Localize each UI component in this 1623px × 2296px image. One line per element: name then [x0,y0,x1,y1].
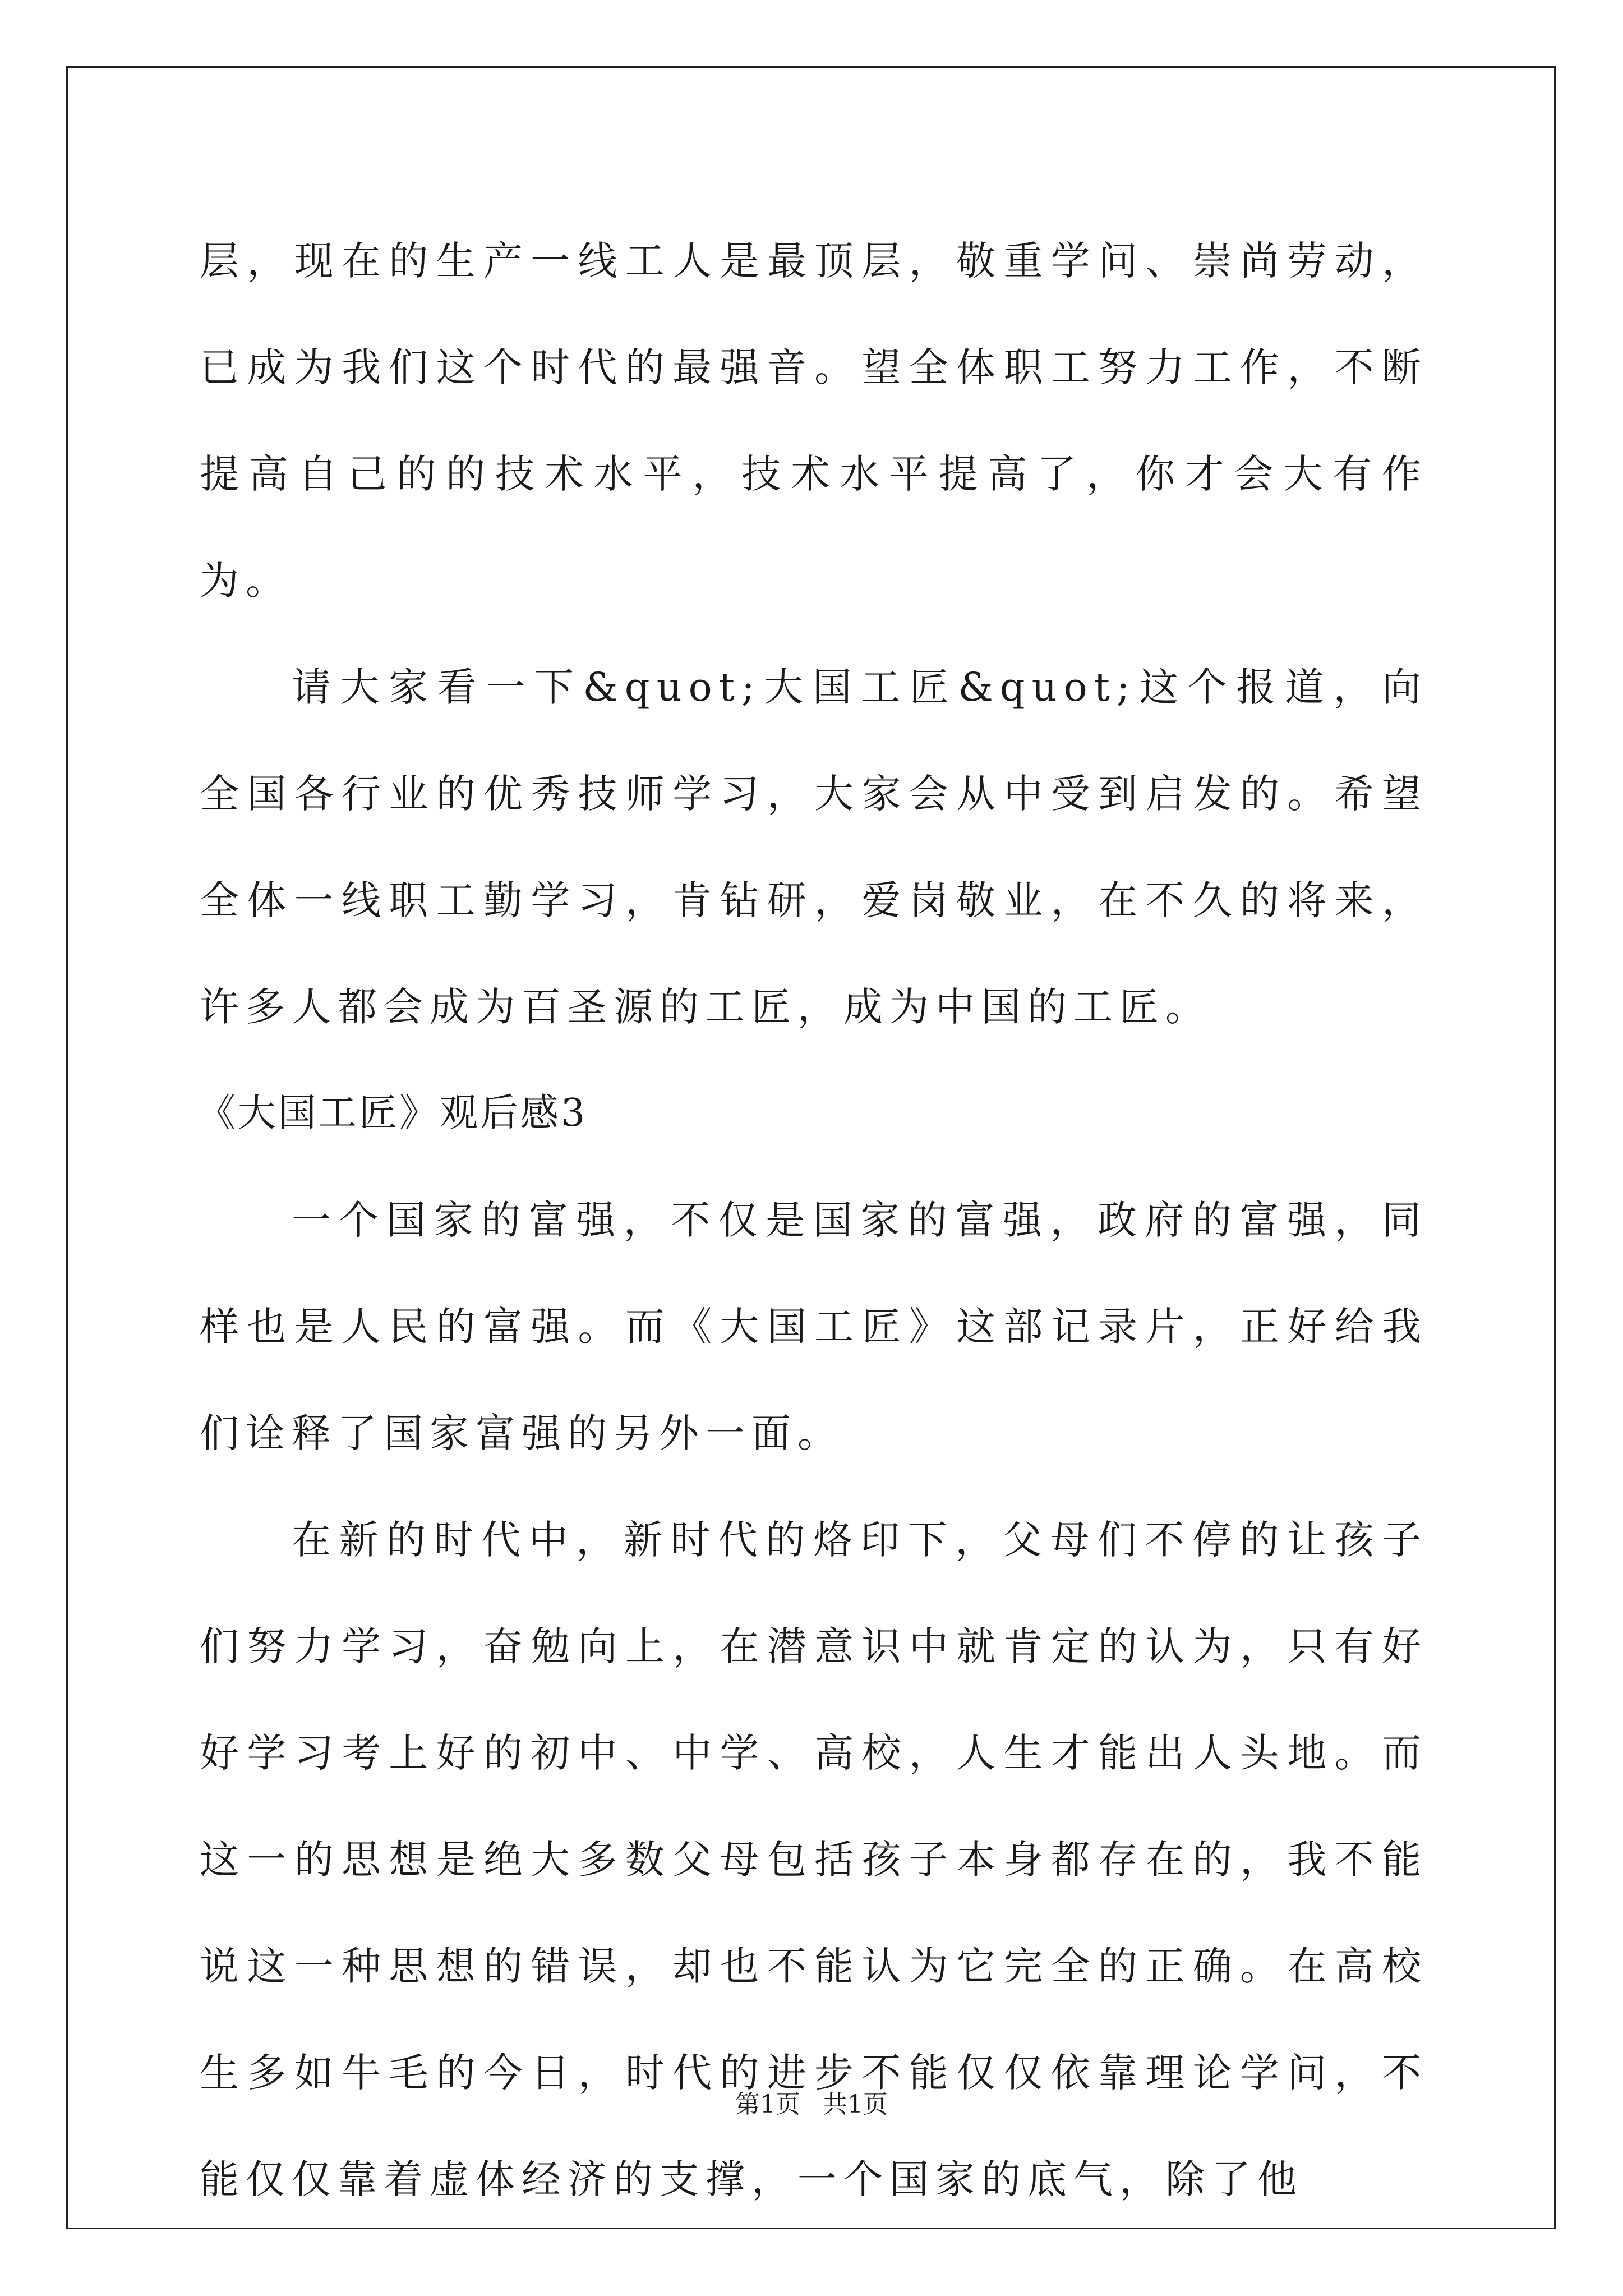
document-body [197,208,1428,2233]
paragraph-2: 请大家看一下&quot;大国工匠&quot;这个报道，向全国各行业的优秀技师学习，大家会从中受到启发的。希望全体一线职工勤学习，肯钻研，爱岗敬业，在不久的将来，许多人都会成为百圣源的工匠，成为中国的工匠。 [200,664,1428,1030]
page-number: 第1页 [735,2090,800,2119]
page-footer [0,2088,1623,2122]
paragraph-4: 在新的时代中，新时代的烙印下，父母们不停的让孩子们努力学习，奋勉向上，在潜意识中就肯定的认为，只有好好学习考上好的初中、中学、高校，人生才能出人头地。而这一的思想是绝大多数父母包括孩子本身都存在的，我不能说这一种思想的错误，却也不能认为它完全的正确。在高校生多如牛毛的今日，时代的进步不能仅仅依靠理论学问，不能仅仅靠着虚体经济的支撑，一个国家的底气，除了他 [200,1517,1428,2202]
section-heading: 《大国工匠》观后感3 [197,1091,588,1135]
paragraph-3: 一个国家的富强，不仅是国家的富强，政府的富强，同样也是人民的富强。而《大国工匠》这部记录片，正好给我们诠释了国家富强的另外一面。 [200,1197,1428,1456]
page-total: 共1页 [823,2090,888,2119]
paragraph-1: 层，现在的生产一线工人是最顶层，敬重学问、崇尚劳动，已成为我们这个时代的最强音。望全体职工努力工作，不断提高自己的的技术水平，技术水平提高了，你才会大有作为。 [200,238,1428,604]
